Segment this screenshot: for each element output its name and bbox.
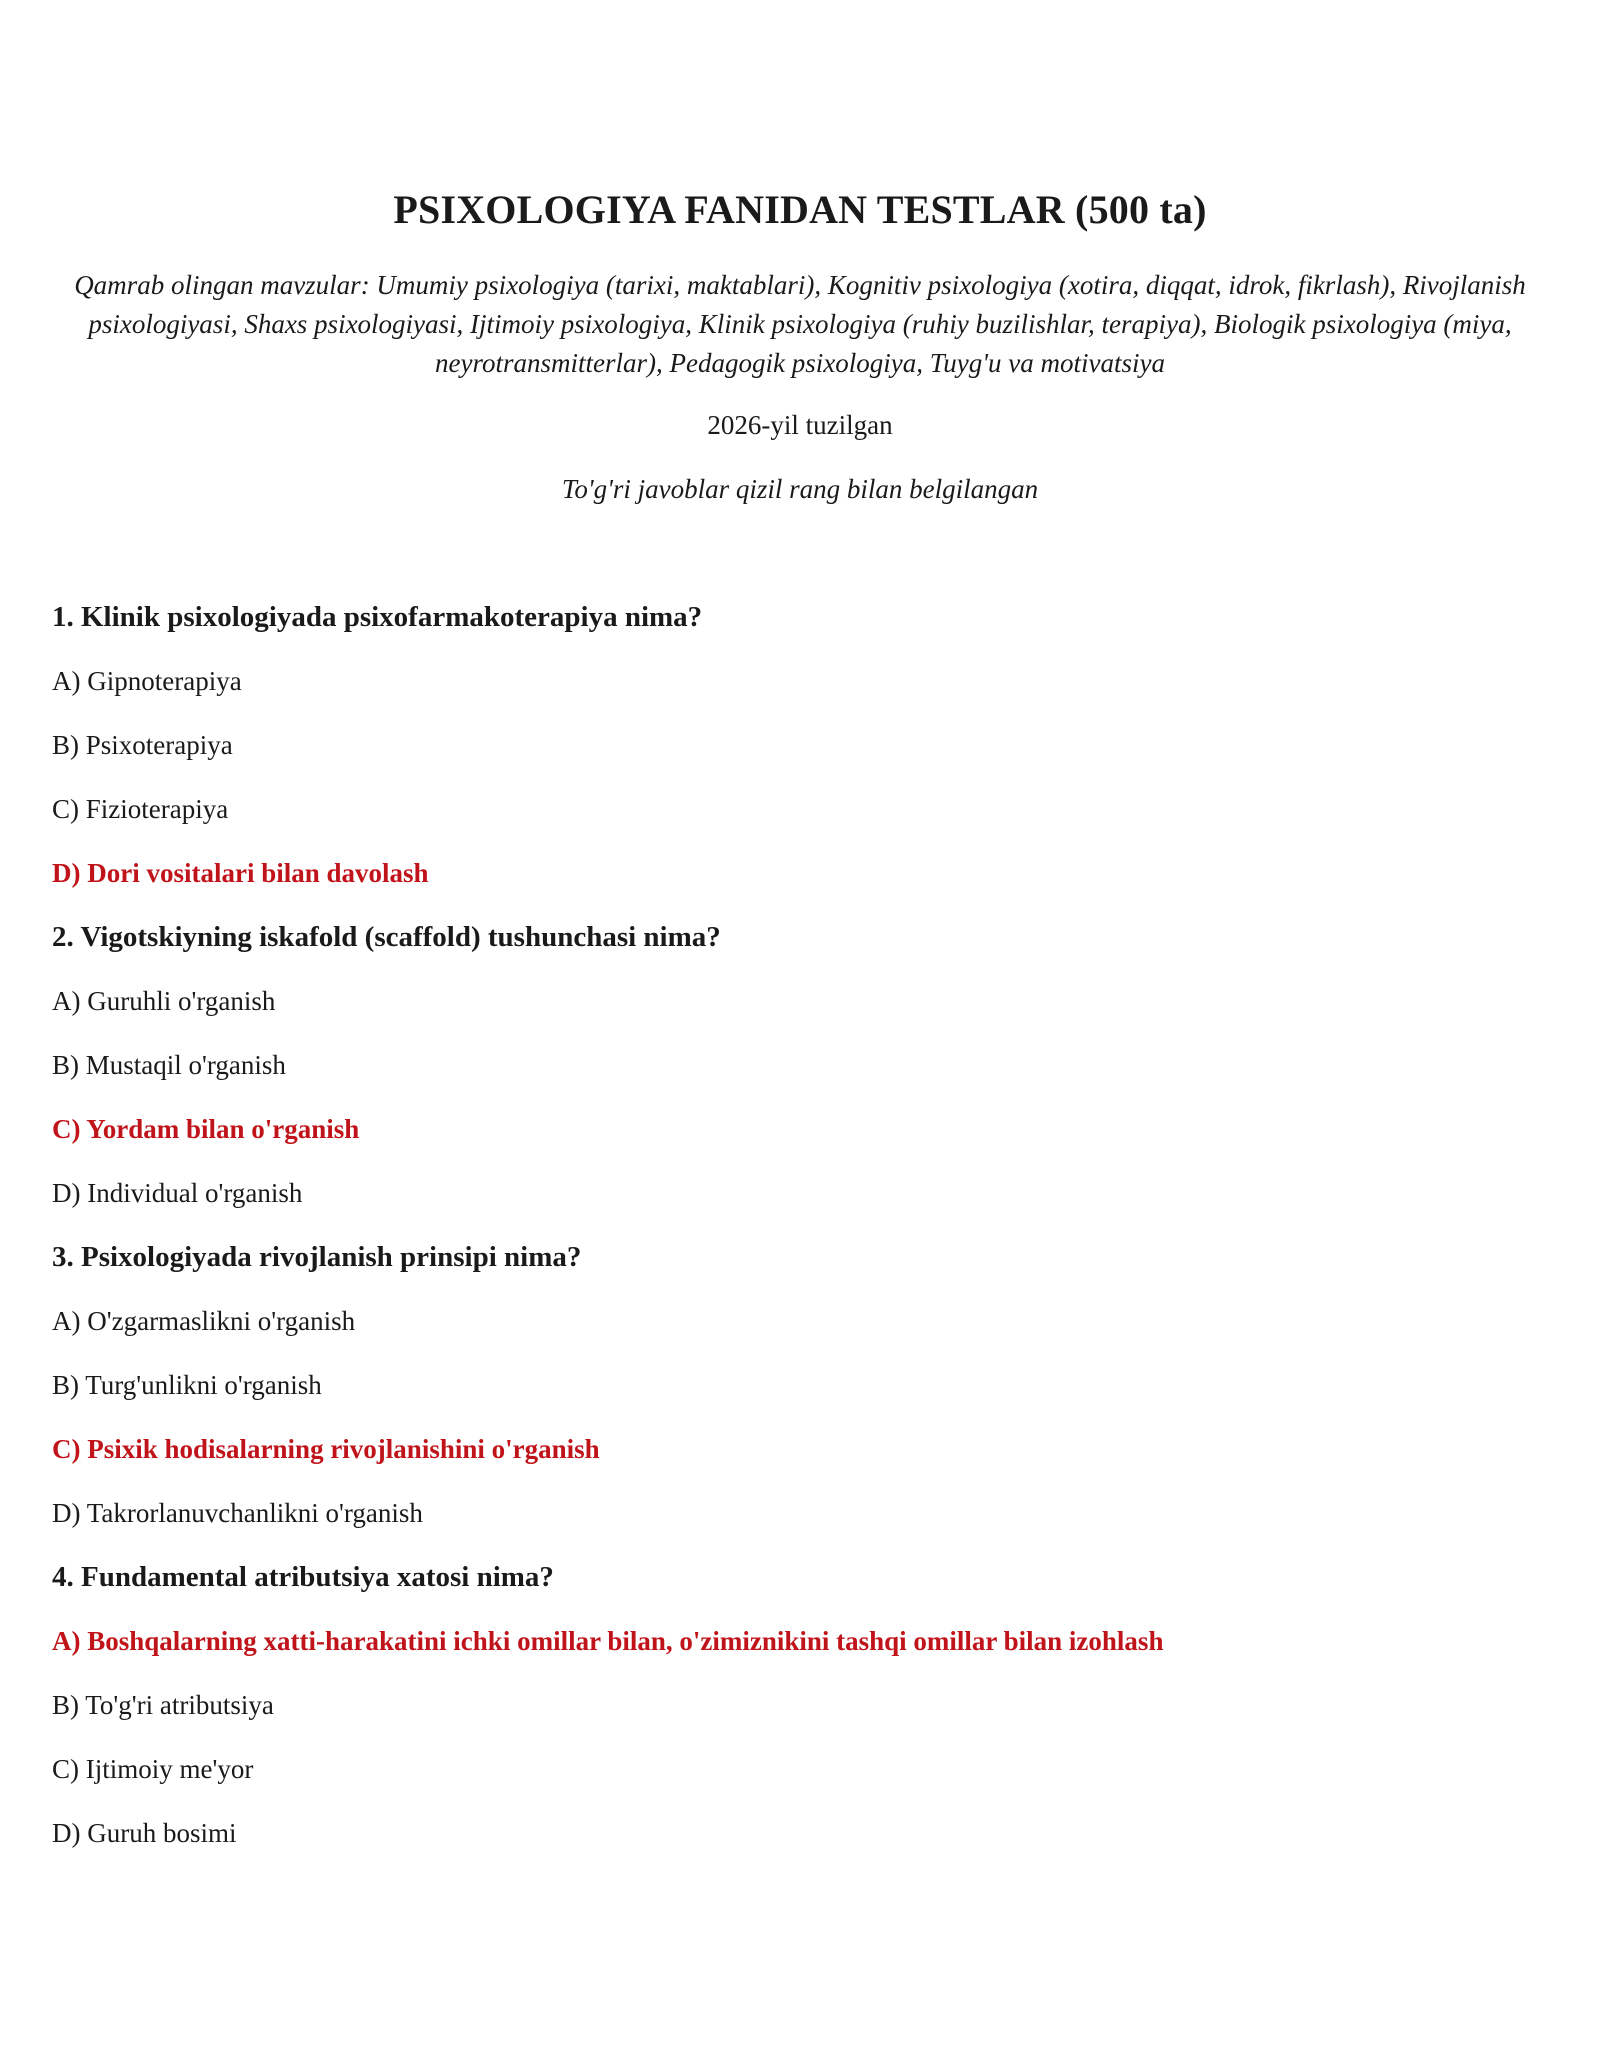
correct-answer-option: D) Dori vositalari bilan davolash [52, 858, 429, 888]
question-text: 4. Fundamental atributsiya xatosi nima? [52, 1561, 554, 1593]
answer-option: A) Guruhli o'rganish [52, 986, 276, 1016]
answer-option: D) Individual o'rganish [52, 1178, 303, 1208]
document-title: PSIXOLOGIYA FANIDAN TESTLAR (500 ta) [393, 187, 1207, 232]
questions-list [52, 600, 1552, 1880]
question-text: 1. Klinik psixologiyada psixofarmakoterapiya nima? [52, 601, 703, 633]
question-item [52, 1560, 1552, 1850]
topics-covered-text: Qamrab olingan mavzular: Umumiy psixologiya (tarixi, maktablari), Kognitiv psixologiya (xotira, diqqat, idrok, fikrlash), Rivojlanish psixologiyasi, Shaxs psixologiyasi, Ijtimoiy psixologiya, Klinik psixologiya (ruhiy buzilishlar, terapiya), Biologik psixologiya (miya, neyrotransmitterlar), Pedagogik psixologiya, Tuyg'u va motivatsiya [74, 270, 1526, 378]
answer-option: B) To'g'ri atributsiya [52, 1690, 274, 1720]
answer-option: B) Turg'unlikni o'rganish [52, 1370, 322, 1400]
answer-option: D) Takrorlanuvchanlikni o'rganish [52, 1498, 423, 1528]
question-item [52, 1240, 1552, 1530]
question-text: 2. Vigotskiyning iskafold (scaffold) tushunchasi nima? [52, 921, 721, 953]
compiled-year-text: 2026-yil tuzilgan [707, 410, 893, 440]
correct-answer-option: C) Yordam bilan o'rganish [52, 1114, 360, 1144]
correct-answer-option: C) Psixik hodisalarning rivojlanishini o'rganish [52, 1434, 600, 1464]
answer-option: A) Gipnoterapiya [52, 666, 242, 696]
answer-option: C) Ijtimoiy me'yor [52, 1754, 254, 1784]
answer-option: B) Mustaqil o'rganish [52, 1050, 286, 1080]
answer-option: C) Fizioterapiya [52, 794, 229, 824]
question-item [52, 600, 1552, 890]
answer-option: B) Psixoterapiya [52, 730, 233, 760]
answer-option: D) Guruh bosimi [52, 1818, 237, 1848]
question-text: 3. Psixologiyada rivojlanish prinsipi nima? [52, 1241, 582, 1273]
correct-answer-option: A) Boshqalarning xatti-harakatini ichki omillar bilan, o'zimiznikini tashqi omillar bilan izohlash [52, 1626, 1164, 1656]
question-item [52, 920, 1552, 1210]
correct-answers-note: To'g'ri javoblar qizil rang bilan belgilangan [561, 474, 1039, 504]
answer-option: A) O'zgarmaslikni o'rganish [52, 1306, 356, 1336]
